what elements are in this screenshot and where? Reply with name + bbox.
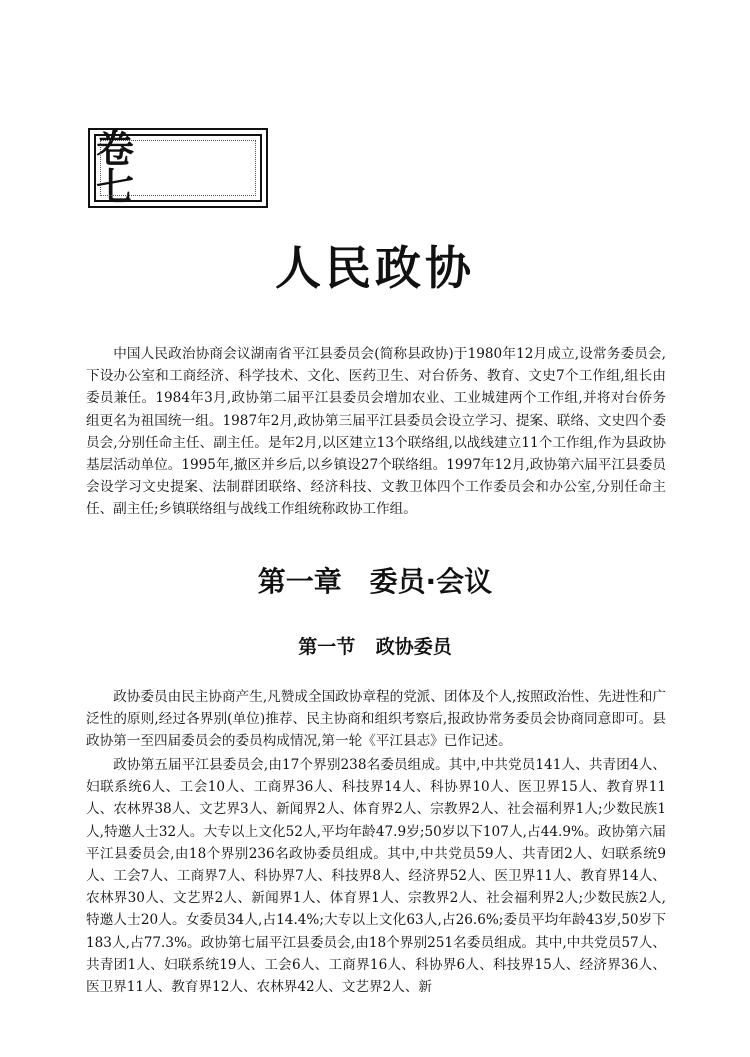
body-paragraph-2: 政协第五届平江县委员会,由17个界别238名委员组成。其中,中共党员141人、共青团4人、妇联系统6人、工会10人、工商界36人、科技界14人、科协界10人、医卫界15人、教育界11人、农林界38人、文艺界3人、新闻界2人、体育界2人、宗教界2人、社会福利界1人;少数民族1人,特邀人士32人。大专以上文化52人,平均年龄47.9岁;50岁以下107人,占44.9%。政协第六届平江县委员会,由18个界别236名政协委员组成。其中,中共党员59人、共青团2人、妇联系统9人、工会7人、工商界7人、科协界7人、科技界8人、经济界52人、医卫界11人、教育界14人、农林界30人、文艺界2人、新闻界1人、体育界1人、宗教界2人、社会福利界2人;少数民族2人,特邀人士20人。女委员34人,占14.4%;大专以上文化63人,占26.6%;委员平均年龄43岁,50岁下183人,占77.3%。政协第七届平江县委员会,由18个界别251名委员组成。其中,中共党员57人、共青团1人、妇联系统19人、工会6人、工商界16人、科协界6人、科技界15人、经济界36人、医卫界11人、教育界12人、农林界42人、文艺界2人、新 xyxy=(86,757,666,996)
part-title: 人民政协 xyxy=(275,241,475,295)
chapter-title: 第一章 委员·会议 xyxy=(257,565,493,598)
volume-title-frame xyxy=(88,128,268,208)
volume-title: 卷 七 xyxy=(96,127,175,209)
section-title: 第一节 政协委员 xyxy=(298,636,452,658)
intro-paragraph: 中国人民政治协商会议湖南省平江县委员会(简称县政协)于1980年12月成立,设常务委员会,下设办公室和工商经济、科学技术、文化、医药卫生、对台侨务、教育、文史7个工作组,组长由委员兼任。1984年3月,政协第二届平江县委员会增加农业、工业城建两个工作组,并将对台侨务组更名为祖国统一组。1987年2月,政协第三届平江县委员会设立学习、提案、联络、文史四个委员会,分别任命主任、副主任。是年2月,以区建立13个联络组,以战线建立11个工作组,作为县政协基层活动单位。1995年,撤区并乡后,以乡镇设27个联络组。1997年12月,政协第六届平江县委员会设学习文史提案、法制群团联络、经济科技、文教卫体四个工作委员会和办公室,分别任命主任、副主任;乡镇联络组与战线工作组统称政协工作组。 xyxy=(86,346,666,518)
volume-title-inner-frame xyxy=(94,127,262,209)
body-paragraph-1: 政协委员由民主协商产生,凡赞成全国政协章程的党派、团体及个人,按照政治性、先进性和广泛性的原则,经过各界别(单位)推荐、民主协商和组织考察后,报政协常务委员会协商同意即可。县政协第一至四届委员会的委员构成情况,第一轮《平江县志》已作记述。 xyxy=(86,689,666,750)
